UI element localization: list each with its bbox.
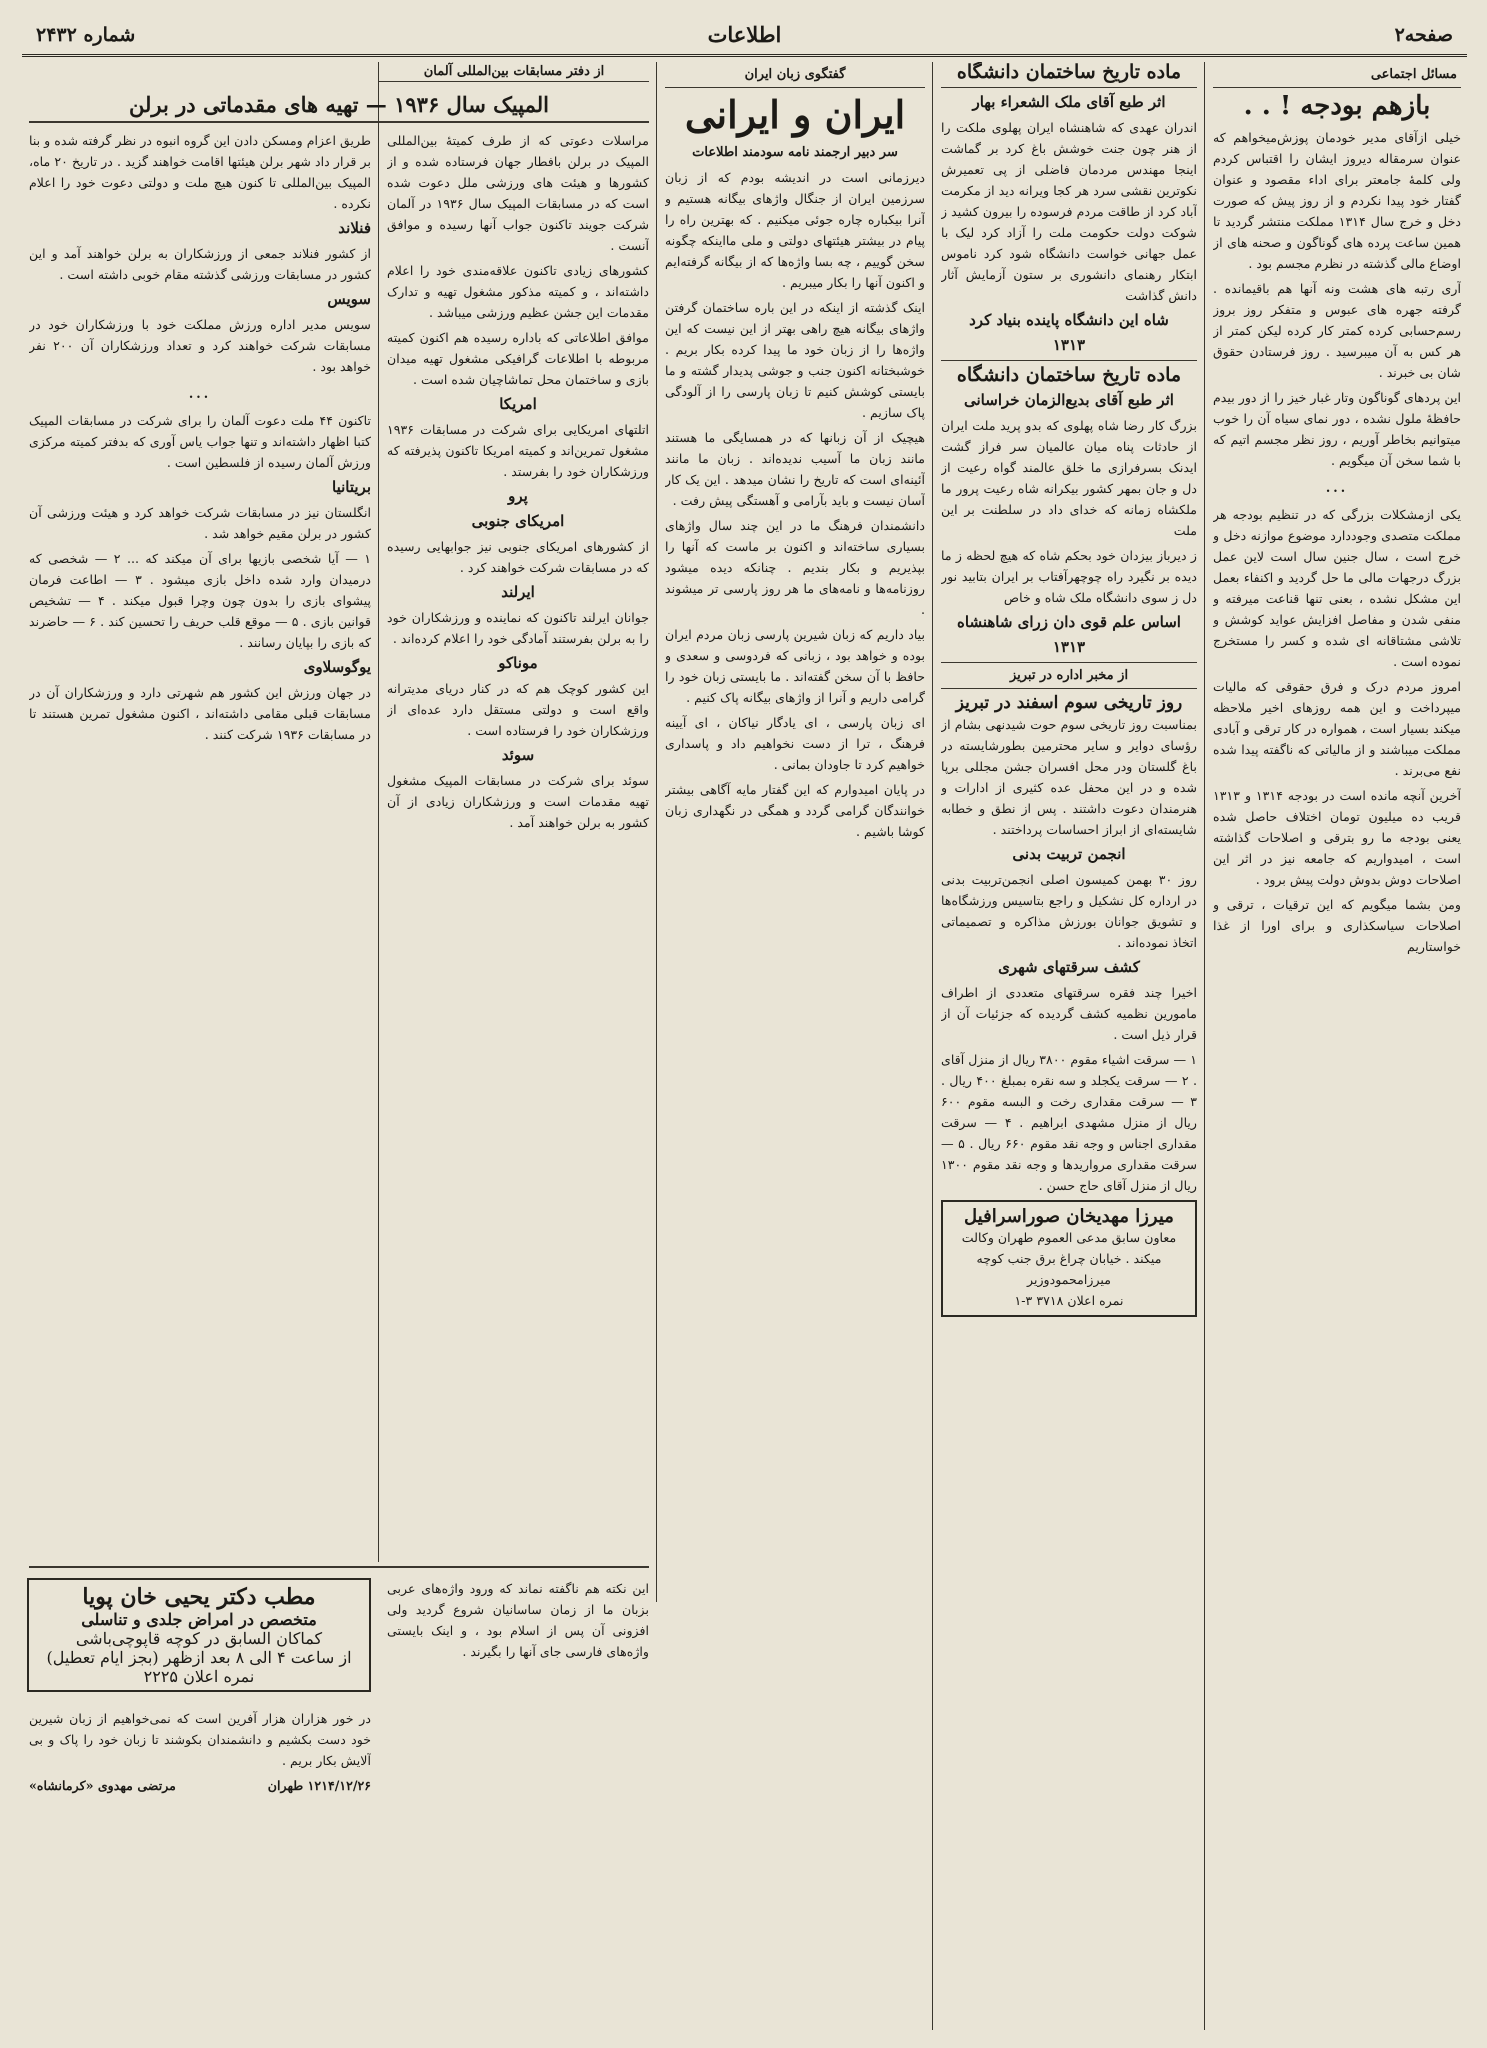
country-heading: فنلاند	[338, 219, 371, 237]
signature-date: ۱۲۱۴/۱۲/۲۶ طهران	[267, 1778, 371, 1793]
column-rule	[378, 62, 379, 1562]
ad-body: معاون سابق مدعی العموم طهران وکالت میکند . خیابان چراغ برق جنب کوچه میرزامحمودوزیر	[961, 1230, 1177, 1287]
country-heading: پرو	[508, 487, 528, 505]
country-heading: بریتانیا	[332, 478, 371, 496]
article-paragraph: هیچیک از آن زبانها که در همسایگی ما هستند مانند زبان ما آسیب ندیده‌اند . زبان ما مانند آئینه‌ای است که تاریخ را نشان میدهد . این یک کار آسان نیست و باید بآرامی و آهستگی پیش رفت .	[665, 430, 925, 508]
article-paragraph: این نکته هم ناگفته نماند که ورود واژه‌های عربی بزبان ما از زمان ساسانیان شروع گردید ولی افزونی آن پس از اسلام بود ، و اینک بایستی واژه‌های فارسی جای آنها را بگیرند .	[387, 1581, 649, 1659]
column-rule	[656, 62, 657, 1602]
column-university-poems	[941, 62, 1197, 2024]
article-paragraph: این کشور کوچک هم که در کنار دریای مدیترانه واقع است و دولتی مستقل دارد عده‌ای از ورزشکاران خود را فرستاده است .	[387, 681, 649, 738]
article-paragraph: خیلی ازآقای مدیر خودمان پوزش‌میخواهم که عنوان سرمقاله دیروز ایشان را اقتباس کردم ولی کلمهٔ جامعتر برای اداء مقصود و عنوان گفتار خود پیدا نکردم و از روز پیش که صورت دخل و خرج سال ۱۳۱۴ مملکت منتشر گردید تا همین ساعت پرده های گوناگون و صحنه های از اوضاع مالی گذشته در نظرم مجسم بود .	[1213, 130, 1461, 271]
article-paragraph: انگلستان نیز در مسابقات شرکت خواهد کرد و هیئت ورزشی آن کشور در برلن مقیم خواهد شد .	[29, 505, 371, 541]
article-paragraph: سوئد برای شرکت در مسابقات المپیک مشغول تهیه مقدمات است و ورزشکاران زیادی از آن کشور به برلن خواهند آمد .	[387, 773, 649, 830]
article-paragraph: آخرین آنچه مانده است در بودجه ۱۳۱۴ و ۱۳۱۳ قریب ده میلیون تومان اختلاف حاصل شده یعنی بودجه ما رو بترقی و اصلاحات گذاشته است ، امیدواریم که جامعه نیز در اثر این اصلاحات دوش بدوش دولت پیش برود .	[1213, 788, 1461, 887]
ad-number: نمره اعلان ۳۷۱۸ ۳-۱	[1014, 1293, 1124, 1308]
newspaper-page	[22, 18, 1467, 2030]
poem-text: اندران عهدی که شاهنشاه ایران پهلوی ملکت را از هنر چون جنت خوشش باغ کرد بر گماشت اینجا مهندس مردمان فاضلی از پی تعمیرش نکوترین نقشی سرد هر کجا ویرانه دید از مکرمت آباد کرد از طاقت مردم فرسوده را بیرون کشید ز شوکت دولت حکومت ملت را آزاد کرد لیک با عمل جهانی خواست دانشگاه شود کرد ناموس ابتکار رهنمای دانشوری بر ستون آزمایش آثار دانش گذاشت	[941, 120, 1197, 303]
country-heading: یوگوسلاوی	[303, 658, 371, 676]
ad-number: نمره اعلان ۲۲۲۵	[143, 1667, 255, 1686]
article-paragraph: یکی ازمشکلات بزرگی که در تنظیم بودجه هر مملکت متصدی وجوددارد موضوع موازنه دخل و خرج است ، سال جنین سال است لاین عمل بزرگ درجهات مالی ما حل گردید و اکنفاء بعمل این مشکل نشده ، بعنی تنها قناعت میرفته و منفی شدن و مفاصل افزایش عواید کوشش و تلاشی مشتاقانه ای شده و کسر را مستخرج نموده است .	[1213, 507, 1461, 669]
poem-year: ۱۳۱۳	[1052, 638, 1086, 656]
section-rule	[29, 1566, 649, 1568]
olympics-banner: المپیک سال ۱۹۳۶ — تهیه های مقدماتی در برلن	[29, 92, 649, 123]
correspondent-tag: از دفتر مسابقات بین‌المللی آلمان	[379, 62, 649, 82]
article-paragraph: جوانان ایرلند تاکنون که نماینده و ورزشکاران خود را به برلن بفرستند آمادگی خود را اعلام کرده‌اند .	[387, 610, 649, 646]
correspondent-tag: از مخبر اداره در تبریز	[941, 662, 1197, 689]
ad-address: کماکان السابق در کوچه قاپوچی‌باشی	[75, 1629, 323, 1648]
country-heading: سوئد	[501, 746, 535, 764]
column-olympics-b	[29, 130, 371, 1560]
poem-text: بزرگ کار رضا شاه پهلوی که بدو پرید ملت ایران از حادثات پناه میان عالمیان سر فراز گشت ایدنک بسرفرازی ما خلق عالمند گواه رعیت از دل و جان بمهر کشور بیکرانه شاه رعیت پرور ما ملکشاه زمانه که خدای داد در سلطنت بر این ملت	[941, 418, 1197, 538]
ad-title: مطب دکتر یحیی خان پویا	[82, 1584, 316, 1610]
article-paragraph: از کشور فنلاند جمعی از ورزشکاران به برلن خواهند آمد و این کشور در مسابقات ورزشی گذشته مقام خوبی داشته است .	[29, 246, 371, 282]
article-byline: سر دبیر ارجمند نامه سودمند اطلاعات	[692, 145, 898, 160]
article-paragraph: آری رتبه های هشت ونه آنها هم باقیمانده . گرفته جهره های عبوس و متفکر روز بروز رسم‌حسابی کرده کمتر کار کرده لیکن کمتر از هر کس به آن میبرسید . روز فرستادن حقوق شان بی خبرند .	[1213, 281, 1461, 380]
poem-closing-verse: شاه این دانشگاه پاینده‌ بنیاد کرد	[969, 311, 1169, 329]
article-paragraph: از کشورهای امریکای جنوبی نیز جوابهایی رسیده که در مسابقات شرکت خواهند کرد .	[387, 539, 649, 575]
lawyer-advertisement	[941, 1200, 1197, 1317]
article-paragraph: در پایان امیدوارم که این گفتار مایه آگاهی بیشتر خوانندگان گرامی گردد و همگی در نگهداری زبان کوشا باشیم .	[665, 782, 925, 839]
ad-hours: از ساعت ۴ الی ۸ بعد ازظهر (بجز ایام تعطیل)	[46, 1648, 352, 1667]
country-heading: سویس	[327, 290, 371, 308]
masthead	[22, 18, 1467, 57]
poem-author: اثر طبع آقای بدیع‌الزمان خراسانی	[964, 391, 1174, 409]
section-tag: مسائل اجتماعی	[1213, 62, 1461, 88]
poem-closing-verse: اساس علم قوی دان زرای شاهنشاه	[957, 613, 1181, 631]
doctor-advertisement	[27, 1578, 371, 1692]
article-paragraph: مراسلات دعوتی که از طرف کمیتهٔ بین‌المللی المپیک در برلن بافطار جهان فرستاده شده و از کشورها و هیئت های ورزشی ملل دعوت شده است که در مسابقات المپیک سال ۱۹۳۶ در آلمان شرکت جویند تاکنون جواب آنها رسیده و موافق آنست .	[387, 133, 649, 253]
article-paragraph: در جهان ورزش این کشور هم شهرتی دارد و ورزشکاران آن در مسابقات قبلی مقامی داشته‌اند ، اکنون مشغول تمرین هستند تا در مسابقات ۱۹۳۶ شرکت کنند .	[29, 685, 371, 742]
article-paragraph: دیرزمانی است در اندیشه بودم که از زبان سرزمین ایران از جنگال واژهای بیگانه هستیم و آنرا بیکباره چاره جوئی میکنیم . که بهترین راه را پیام در بیشتر هیئتهای دولتی و ملی مااینکه چگونه سخن گوییم ، چه بسا واژه‌ها که از بیگانه گرفته‌ایم و اکنون آنها را بکار میبریم .	[665, 170, 925, 290]
ad-subtitle: متخصص در امراض جلدی و تناسلی	[81, 1610, 317, 1629]
news-subheading: کشف سرقتهای شهری	[998, 958, 1140, 976]
country-heading: امریکای جنوبی	[471, 512, 565, 530]
column-lower-continuation	[387, 1578, 649, 2018]
article-signature	[29, 1775, 371, 1796]
poem-title: ماده تاریخ ساختمان دانشگاه	[941, 360, 1197, 386]
article-paragraph: موافق اطلاعاتی که باداره رسیده هم اکنون کمیته مربوطه با اطلاعات گرافیکی مشغول تهیه میدان بازی و ساختمان محل تماشاچیان شده است .	[387, 330, 649, 387]
news-paragraph: روز ۳۰ بهمن کمیسون اصلی انجمن‌تربیت بدنی در ارداره کل نشکیل و راجع بتاسیس ورزشگاه‌ها و تشویق جوانان بورزش مذاکره و تصمیماتی اتخاذ نموده‌اند .	[941, 872, 1197, 950]
country-heading: امریکا	[499, 395, 537, 413]
article-paragraph: طریق اعزام ومسکن دادن این گروه انبوه در نظر گرفته شده و بنا بر قرار داد شهر برلن هیئتها اقامت خواهند گزید . در تاریخ ۲۰ ماه، المپیک بین‌المللی تا کنون هیچ ملت و دولتی دعوت خود را اعلام نکرده .	[29, 133, 371, 211]
column-iran-language	[665, 62, 925, 2024]
paper-name: اطلاعات	[707, 22, 782, 47]
article-paragraph: سویس مدیر اداره ورزش مملکت خود با ورزشکاران خود در مسابقات شرکت خواهند کرد و تعداد ورزشکاران آن ۲۰۰ نفر خواهد بود .	[29, 317, 371, 374]
article-paragraph: این پردهای گوناگون وتار غبار خیز را از دور بیدم حافظهٔ ملول نشده ، دور نمای سیاه آن را خوب میتوانیم بخاطر آوریم ، روز نظر مجسم اتیم که با شما سخن آن میگویم .	[1213, 390, 1461, 468]
column-social-issues	[1213, 62, 1461, 2024]
article-title: ایران و ایرانی	[684, 92, 906, 137]
separator: ...	[1325, 480, 1349, 495]
issue-number: شماره ۲۴۳۲	[36, 24, 136, 46]
column-lower-continuation	[29, 1708, 371, 2018]
article-paragraph: ومن بشما میگویم که این ترقیات ، ترقی و اصلاحات سیاسکذاری و برای اورا از غذا خواستاریم	[1213, 897, 1461, 954]
rules-list: ۱ — آیا شخصی بازیها برای آن میکند که ... ۲ — شخصی که درمیدان وارد شده داخل بازی میشود . ۳ — اطاعت فرمان پیشوای بازی را بدون چون وچرا قبول میکند . ۴ — تشخیص قوانین بازی . ۵ — موقع قلب حریف را تحسین کند . ۶ — حاضرند که بازی را بپایان رسانند .	[29, 551, 371, 650]
news-title: روز تاریخی سوم اسفند در تبریز	[955, 693, 1183, 713]
column-rule	[1204, 62, 1205, 2030]
ad-title: میرزا مهدیخان صوراسرافیل	[964, 1206, 1174, 1227]
article-title: بازهم بودجه ! . .	[1243, 91, 1431, 121]
separator: ...	[188, 386, 212, 401]
article-paragraph: تاکنون ۴۴ ملت دعوت آلمان را برای شرکت در مسابقات المپیک کتبا اظهار داشته‌اند و تنها جواب یاس آوری که بدفتر کمیته مرکزی ورزش آلمان رسیده از فلسطین است .	[29, 413, 371, 470]
article-paragraph: اتلتهای امریکایی برای شرکت در مسابقات ۱۹۳۶ مشغول تمرین‌اند و کمیته امریکا تاکنون پذیرفته که ورزشکاران خود را بفرستد .	[387, 422, 649, 479]
article-paragraph: در خور هزاران هزار آفرین است که نمی‌خواهیم از زبان شیرین خود دست بکشیم و دانشمندان بکوشند تا زبان خود را پاک و بی آلایش بکار بریم .	[29, 1711, 371, 1768]
poem-author: اثر طبع آقای ملک الشعراء بهار	[972, 93, 1166, 111]
theft-list: ۱ — سرقت اشیاء مقوم ۳۸۰۰ ریال از منزل آقای . ۲ — سرقت یکجلد و سه نقره بمبلغ ۴۰۰ ریال . ۳ — سرقت مقداری رخت و البسه مقوم ۶۰۰ ریال از منزل مشهدی ابراهیم . ۴ — سرقت مقداری اجناس و وجه نقد مقوم ۶۶۰ ریال . ۵ — سرقت مقداری مرواریدها و وجه نقد مقوم ۱۳۰۰ ریال از منزل آقای حاج حسن .	[941, 1052, 1197, 1193]
article-paragraph: بیاد داریم که زبان شیرین پارسی زبان مردم ایران بوده و خواهد بود ، زبانی که فردوسی و سعدی و حافظ با آن سخن گفته‌اند . ما بایستی زبان خود را گرامی داریم و آنرا از واژهای بیگانه پاک کنیم .	[665, 627, 925, 705]
article-paragraph: ای زبان پارسی ، ای یادگار نیاکان ، ای آیینه فرهنگ ، ترا از دست نخواهیم داد و پاسداری خواهیم کرد تا جاودان بمانی .	[665, 715, 925, 772]
poem-year: ۱۳۱۳	[1052, 336, 1086, 354]
country-heading: ایرلند	[501, 583, 535, 601]
article-paragraph: امروز مردم درک و فرق حقوقی که مالیات میپرداخت و این همه روزهای اخیر ملاحظه میکند بسیار است ، همواره در کار ترقی و آبادی مملکت میباشند و از مالیاتی که ناگفته پیدا شده نفع می‌برند .	[1213, 679, 1461, 778]
news-subheading: انجمن تربیت بدنی	[1012, 845, 1126, 863]
article-paragraph: دانشمندان فرهنگ ما در این چند سال واژهای بسیاری ساخته‌اند و اکنون بر ماست که آنها را بپذیریم و بکار بندیم . چنانکه دیده میشود روزنامه‌ها و نامه‌های ما هر روز پارسی تر میشوند .	[665, 518, 925, 617]
news-paragraph: اخیرا چند فقره سرقتهای متعددی از اطراف مامورین نظمیه کشف گردیده که جزئیات آن از قرار ذیل است .	[941, 985, 1197, 1042]
column-rule	[932, 62, 933, 2030]
article-paragraph: اینک گذشته از اینکه در این باره ساختمان گرفتن واژهای بیگانه هیچ راهی بهتر از این نیست که این واژه‌ها را از زبان خود ما پیدا کرده بکار بریم . خوشبختانه اکنون جنب و جوشی پدیدار گشته و ما بایستی کوشش کنیم تا زبان پارسی را از آلودگی پاک سازیم .	[665, 300, 925, 420]
column-olympics-a	[387, 130, 649, 1560]
signature-name: مرتضی مهدوی «کرمانشاه»	[29, 1778, 176, 1793]
country-heading: موناکو	[498, 654, 538, 672]
article-paragraph: کشورهای زیادی تاکنون علاقه‌مندی خود را اعلام داشته‌اند ، و کمیته مذکور مشغول تهیه و تدارک مقدمات این جشن عظیم ورزشی میباشد .	[387, 263, 649, 320]
poem-text: ز دیرباز بیزدان خود بحکم شاه که هیچ لحظه ز ما دیده بر نگیرد راه چوچهرآفتاب بر ایران بتابید نور دل ز سوی دانشگاه ملک شاه و خاص	[941, 548, 1197, 605]
poem-title: ماده تاریخ ساختمان دانشگاه	[941, 62, 1197, 88]
news-paragraph: بمناسبت روز تاریخی سوم حوت شیدنهی بشام از رؤسای دوایر و سایر محترمین بطورشایسته در باغ گلستان ودر محل افسران جشن مجللی برپا شده و در این محفل عده کثیری از ادارات و هنرمندان دعوت داشتند . پس از نطق و خطابه شایسته‌ای از ابراز احساسات پرداختند .	[941, 717, 1197, 837]
page-number: صفحه۲	[1394, 24, 1453, 46]
section-tag: گفتگوی زبان ایران	[665, 62, 925, 88]
